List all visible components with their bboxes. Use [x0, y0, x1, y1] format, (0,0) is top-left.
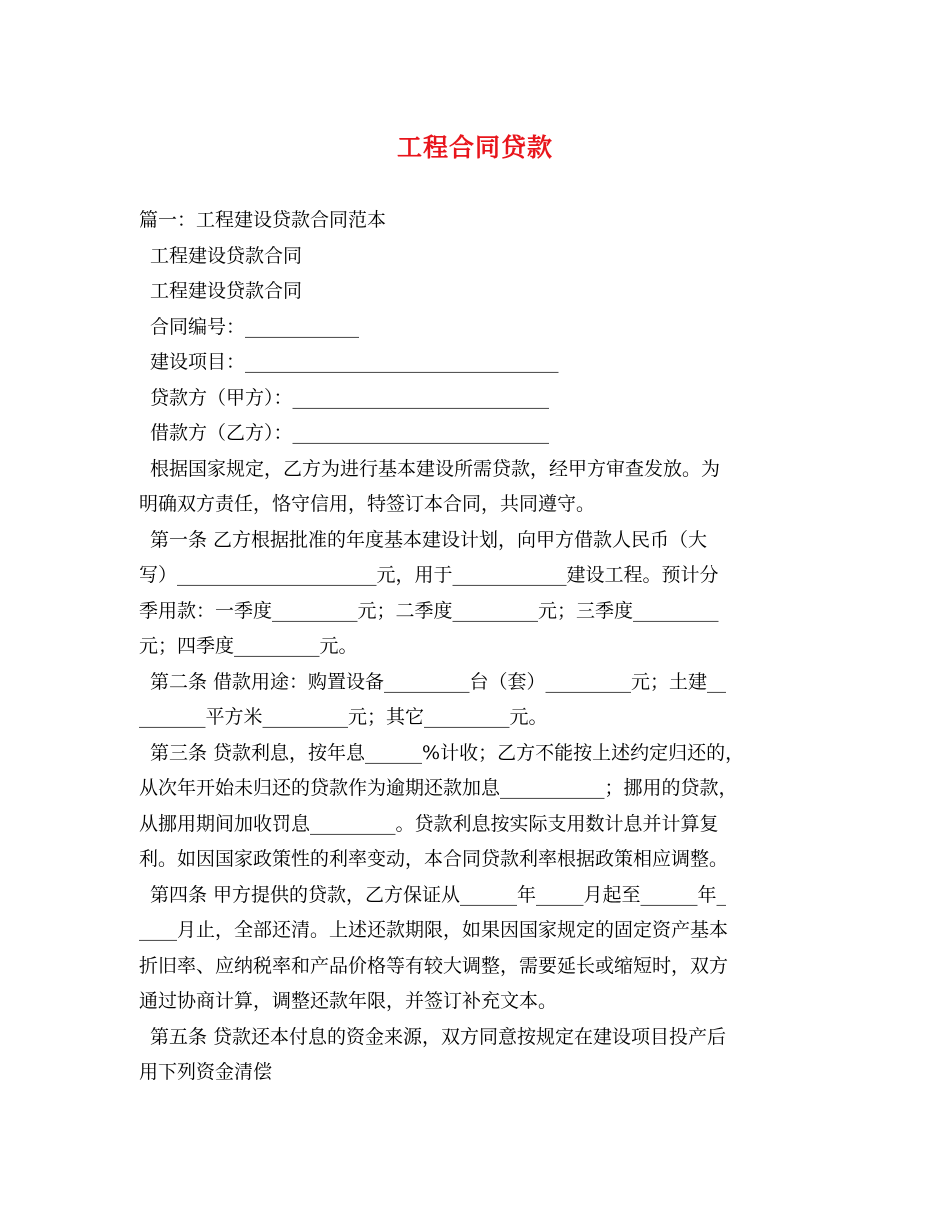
contract-number-line: 合同编号：____________	[150, 315, 360, 338]
article-1-line: 第一条 乙方根据批准的年度基本建设计划，向甲方借款人民币（大	[150, 528, 708, 551]
article-3-line: 从挪用期间加收罚息_________。贷款利息按实际支用数计息并计算复	[139, 812, 719, 835]
article-4-line: 第四条 甲方提供的贷款，乙方保证从______年_____月起至______年_	[150, 883, 727, 906]
article-3-line: 从次年开始未归还的贷款作为逾期还款加息___________；挪用的贷款，	[139, 777, 738, 799]
article-1-line: 季用款：一季度_________元；二季度_________元；三季度_________	[139, 599, 719, 622]
preamble-line: 明确双方责任，恪守信用，特签订本合同，共同遵守。	[139, 493, 596, 515]
borrower-line: 借款方（乙方）：___________________________	[150, 422, 550, 444]
article-3-line: 第三条 贷款利息，按年息______%计收；乙方不能按上述约定归还的，	[150, 741, 745, 764]
contract-title-line: 工程建设贷款合同	[150, 280, 303, 302]
article-4-line: ____月止，全部还清。上述还款期限，如果因国家规定的固定资产基本	[139, 919, 729, 941]
project-line: 建设项目：_________________________________	[150, 351, 559, 373]
article-5-line: 第五条 贷款还本付息的资金来源，双方同意按规定在建设项目投产后	[150, 1025, 727, 1048]
contract-title-line: 工程建设贷款合同	[150, 244, 303, 267]
article-3-line: 利。如因国家政策性的利率变动，本合同贷款利率根据政策相应调整。	[139, 848, 729, 870]
article-1-line: 写）_____________________元，用于____________建设工程。预计分	[139, 564, 719, 586]
preamble-line: 根据国家规定，乙方为进行基本建设所需贷款，经甲方审查发放。为	[150, 457, 721, 480]
article-2-line: _______平方米_________元；其它_________元。	[139, 706, 548, 728]
article-2-line: 第二条 借款用途：购置设备_________台（套）_________元；土建__	[150, 670, 727, 693]
article-4-line: 通过协商计算，调整还款年限，并签订补充文本。	[139, 990, 558, 1012]
document-body	[139, 203, 819, 1091]
article-1-line: 元；四季度_________元。	[139, 635, 358, 657]
section-heading: 篇一：工程建设贷款合同范本	[139, 209, 387, 231]
document-title: 工程合同贷款	[396, 133, 553, 162]
lender-line: 贷款方（甲方）：___________________________	[150, 386, 550, 409]
article-4-line: 折旧率、应纳税率和产品价格等有较大调整，需要延长或缩短时，双方	[139, 954, 729, 977]
article-5-line: 用下列资金清偿	[139, 1061, 273, 1083]
